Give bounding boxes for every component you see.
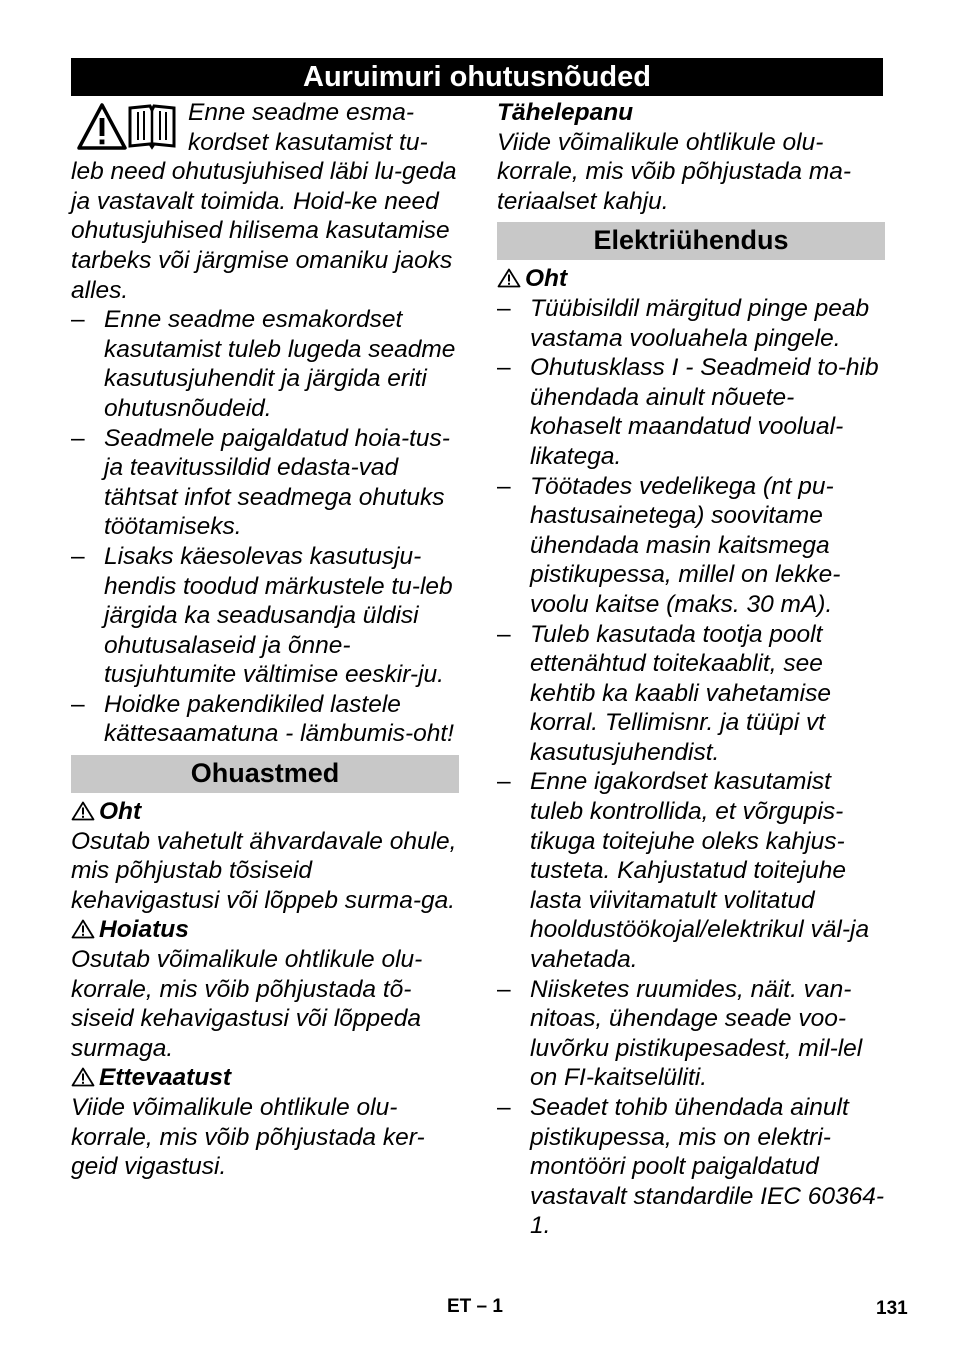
- list-dash: –: [497, 620, 511, 648]
- list-item: – Niisketes ruumides, näit. van-nitoas, ühendage seade voo-luvõrku pistikupesadest, mil-lel on FI-kaitselüliti.: [497, 975, 863, 1092]
- list-item: – Ohutusklass I - Seadmeid to-hib ühendada ainult nõuete-kohaselt maandatud voolual-likatega.: [497, 354, 879, 470]
- section-title-hazard-levels: Ohuastmed: [71, 755, 459, 793]
- list-item: – Lisaks käesolevas kasutusju-hendis toodud märkustele tu-leb järgida ka seadusandja üldisi ohutusalaseid ja õnne-tusjuhtumite vältimise eeskir-ju.: [71, 542, 453, 689]
- list-dash: –: [71, 306, 85, 334]
- list-dash: –: [497, 354, 511, 382]
- notice-heading: Tähelepanu: [497, 99, 634, 126]
- hazard-heading-caution: Ettevaatust: [71, 1063, 459, 1093]
- warning-triangle-icon: [76, 102, 128, 152]
- page-number: 131: [876, 1298, 908, 1319]
- electrical-danger-heading: Oht: [497, 264, 885, 294]
- page-title: Auruimuri ohutusnõuded: [71, 58, 883, 96]
- list-dash: –: [71, 542, 85, 570]
- hazard-text-danger: Osutab vahetult ähvardavale ohule, mis põhjustab tõsiseid kehavigastusi või lõppeb surma-ga.: [71, 827, 457, 914]
- intro-text: Enne seadme esma-kordset kasutamist tu-leb need ohutusjuhised läbi lu-geda ja vastavalt toimida. Hoid-ke need ohutusjuhised hilisema kasutamise tarbeks või järgmise omaniku jaoks alles.: [71, 99, 457, 304]
- hazard-text-caution: Viide võimalikule ohtlikule olu-korrale, mis võib põhjustada ker-geid vigastusi.: [71, 1094, 425, 1181]
- footer-section-code: ET – 1: [447, 1296, 503, 1317]
- left-column: [71, 98, 459, 1182]
- manual-book-icon: [127, 102, 177, 150]
- list-dash: –: [71, 690, 85, 718]
- hazard-heading-danger: Oht: [71, 797, 459, 827]
- warning-triangle-icon: [71, 801, 95, 821]
- list-dash: –: [497, 1094, 511, 1121]
- notice-text: Viide võimalikule ohtlikule olu-korrale, mis võib põhjustada ma-teriaalset kahju.: [497, 128, 852, 215]
- electrical-list: [497, 294, 885, 1241]
- list-dash: –: [497, 472, 511, 500]
- safety-list: [71, 305, 459, 749]
- warning-triangle-icon: [71, 919, 95, 939]
- list-dash: –: [497, 294, 511, 322]
- list-item: – Seadmele paigaldatud hoia-tus- ja teavitussildid edasta-vad tähtsat infot seadmega ohutuks töötamiseks.: [71, 424, 450, 541]
- hazard-heading-warning: Hoiatus: [71, 915, 459, 945]
- list-item: – Enne igakordset kasutamist tuleb kontrollida, et võrgupis-tikuga toitejuhe oleks kahjus-tusteta. Kahjustatud toitejuhe lasta viivitamatult volitatud hooldustöökojal/elektrikul väl-ja vahetada.: [497, 768, 870, 974]
- list-dash: –: [497, 975, 511, 1003]
- list-dash: –: [71, 424, 85, 452]
- list-item: – Töötades vedelikega (nt pu-hastusainetega) soovitame ühendada masin kaitsmega pistikupessa, millel on lekke-voolu kaitse (maks. 30 mA).: [497, 472, 841, 618]
- list-item: – Seadet tohib ühendada ainult pistikupessa, mis on elektri-montööri poolt paigaldatud vastavalt standardile IEC 60364-1.: [497, 1094, 885, 1240]
- list-item: – Hoidke pakendikiled lastele kättesaamatuna - lämbumis-oht!: [71, 690, 454, 748]
- list-item: – Enne seadme esmakordset kasutamist tuleb lugeda seadme kasutusjuhendit ja järgida eriti ohutusnõudeid.: [71, 306, 456, 422]
- intro-icons: [71, 98, 186, 154]
- list-item: – Tuleb kasutada tootja poolt ettenähtud toitekaablit, see kehtib ka kaabli vahetamise korral. Tellimisnr. ja tüüpi vt kasutusjuhendist.: [497, 620, 831, 766]
- warning-triangle-icon: [497, 268, 521, 288]
- list-dash: –: [497, 768, 511, 796]
- list-item: – Tüübisildil märgitud pinge peab vastama vooluahela pingele.: [497, 294, 870, 352]
- warning-triangle-icon: [71, 1067, 95, 1087]
- right-column: [497, 98, 885, 1241]
- hazard-text-warning: Osutab võimalikule ohtlikule olu-korrale, mis võib põhjustada tõ-siseid kehavigastusi või lõppeda surmaga.: [71, 946, 423, 1062]
- section-title-electrical: Elektriühendus: [497, 222, 885, 260]
